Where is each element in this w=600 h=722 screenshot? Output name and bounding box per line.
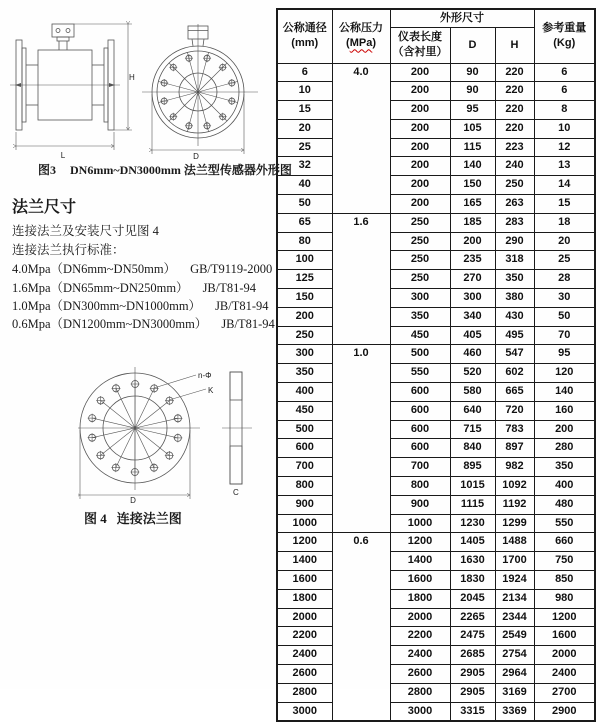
col-header-diameter: 公称通径 (mm) <box>277 9 332 63</box>
cell-length: 200 <box>390 101 450 120</box>
cell-weight: 660 <box>534 533 595 552</box>
cell-weight: 95 <box>534 345 595 364</box>
cell-diameter: 65 <box>277 213 332 232</box>
fig4-connecting-flange-drawing <box>78 362 258 504</box>
cell-weight: 25 <box>534 251 595 270</box>
cell-h: 220 <box>495 63 534 82</box>
cell-diameter: 250 <box>277 326 332 345</box>
cell-weight: 18 <box>534 213 595 232</box>
cell-diameter: 600 <box>277 439 332 458</box>
cell-d: 3315 <box>450 702 495 721</box>
cell-weight: 140 <box>534 383 595 402</box>
cell-h: 2964 <box>495 665 534 684</box>
cell-length: 1200 <box>390 533 450 552</box>
cell-length: 550 <box>390 364 450 383</box>
flange-standard-4 <box>12 314 275 332</box>
fig4-caption <box>84 508 182 527</box>
standard-spec: 0.6Mpa（DN1200mm~DN3000mm） <box>12 317 207 331</box>
flange-text-line2: 连接法兰执行标准： <box>12 240 125 258</box>
cell-length: 250 <box>390 270 450 289</box>
cell-length: 250 <box>390 251 450 270</box>
cell-h: 290 <box>495 232 534 251</box>
cell-length: 600 <box>390 439 450 458</box>
table-row <box>277 232 595 251</box>
cell-diameter: 40 <box>277 176 332 195</box>
table-row <box>277 439 595 458</box>
cell-weight: 70 <box>534 326 595 345</box>
cell-pressure: 0.6 <box>332 533 390 721</box>
cell-h: 2549 <box>495 627 534 646</box>
cell-diameter: 80 <box>277 232 332 251</box>
table-row <box>277 176 595 195</box>
flange-standard-2 <box>12 278 256 296</box>
fig3-sensor-front-view-drawing <box>138 20 266 160</box>
cell-h: 220 <box>495 119 534 138</box>
table-row <box>277 270 595 289</box>
table-row <box>277 514 595 533</box>
cell-weight: 850 <box>534 571 595 590</box>
cell-length: 600 <box>390 383 450 402</box>
cell-weight: 20 <box>534 232 595 251</box>
cell-diameter: 300 <box>277 345 332 364</box>
cell-weight: 2000 <box>534 646 595 665</box>
cell-diameter: 50 <box>277 195 332 214</box>
flange-text-line1: 连接法兰及安装尺寸见图 4 <box>12 221 159 239</box>
table-row <box>277 251 595 270</box>
cell-diameter: 100 <box>277 251 332 270</box>
cell-h: 2134 <box>495 589 534 608</box>
cell-weight: 2400 <box>534 665 595 684</box>
fig3-caption-text: DN6mm~DN3000mm 法兰型传感器外形图 <box>70 163 292 177</box>
cell-weight: 12 <box>534 138 595 157</box>
table-row <box>277 63 595 82</box>
cell-h: 430 <box>495 307 534 326</box>
table-row <box>277 195 595 214</box>
cell-diameter: 400 <box>277 383 332 402</box>
cell-weight: 550 <box>534 514 595 533</box>
col-header-meter-length: 仪表长度 （含衬里） <box>390 27 450 63</box>
cell-weight: 980 <box>534 589 595 608</box>
cell-diameter: 900 <box>277 495 332 514</box>
cell-length: 300 <box>390 289 450 308</box>
cell-h: 1192 <box>495 495 534 514</box>
cell-diameter: 450 <box>277 401 332 420</box>
cell-diameter: 2000 <box>277 608 332 627</box>
table-row <box>277 627 595 646</box>
standard-spec: 4.0Mpa（DN6mm~DN50mm） <box>12 262 176 276</box>
cell-length: 250 <box>390 232 450 251</box>
col-header-d: D <box>450 27 495 63</box>
table-row <box>277 289 595 308</box>
cell-length: 200 <box>390 195 450 214</box>
cell-d: 2905 <box>450 665 495 684</box>
dim-label-C: C <box>233 488 239 497</box>
cell-d: 200 <box>450 232 495 251</box>
cell-d: 1115 <box>450 495 495 514</box>
cell-h: 223 <box>495 138 534 157</box>
cell-d: 1405 <box>450 533 495 552</box>
table-row <box>277 702 595 721</box>
cell-diameter: 3000 <box>277 702 332 721</box>
cell-d: 520 <box>450 364 495 383</box>
cell-diameter: 700 <box>277 458 332 477</box>
cell-h: 897 <box>495 439 534 458</box>
cell-diameter: 2200 <box>277 627 332 646</box>
cell-d: 1630 <box>450 552 495 571</box>
cell-h: 220 <box>495 82 534 101</box>
cell-length: 1800 <box>390 589 450 608</box>
table-row <box>277 533 595 552</box>
standard-code: JB/T81-94 <box>221 317 274 331</box>
flange-spec-table <box>276 8 596 722</box>
table-row <box>277 589 595 608</box>
cell-diameter: 1000 <box>277 514 332 533</box>
dim-label-H: H <box>129 73 135 82</box>
cell-length: 600 <box>390 420 450 439</box>
cell-h: 665 <box>495 383 534 402</box>
cell-h: 602 <box>495 364 534 383</box>
cell-h: 495 <box>495 326 534 345</box>
cell-weight: 400 <box>534 477 595 496</box>
cell-diameter: 200 <box>277 307 332 326</box>
dim-label-D-front: D <box>193 152 199 160</box>
table-row <box>277 138 595 157</box>
cell-weight: 1200 <box>534 608 595 627</box>
cell-d: 580 <box>450 383 495 402</box>
cell-diameter: 350 <box>277 364 332 383</box>
cell-weight: 120 <box>534 364 595 383</box>
cell-h: 2754 <box>495 646 534 665</box>
cell-h: 547 <box>495 345 534 364</box>
cell-diameter: 2800 <box>277 683 332 702</box>
standard-code: GB/T9119-2000 <box>190 262 272 276</box>
cell-weight: 280 <box>534 439 595 458</box>
standard-spec: 1.0Mpa（DN300mm~DN1000mm） <box>12 299 201 313</box>
col-header-dimensions: 外形尺寸 <box>390 9 534 27</box>
cell-length: 2200 <box>390 627 450 646</box>
label-n-phi: n-Φ <box>198 371 212 380</box>
table-row <box>277 683 595 702</box>
cell-pressure: 1.0 <box>332 345 390 533</box>
table-row <box>277 345 595 364</box>
cell-d: 460 <box>450 345 495 364</box>
cell-weight: 28 <box>534 270 595 289</box>
cell-d: 2045 <box>450 589 495 608</box>
cell-diameter: 1800 <box>277 589 332 608</box>
cell-d: 2905 <box>450 683 495 702</box>
cell-weight: 10 <box>534 119 595 138</box>
table-row <box>277 571 595 590</box>
cell-weight: 1600 <box>534 627 595 646</box>
table-row <box>277 119 595 138</box>
cell-weight: 50 <box>534 307 595 326</box>
cell-diameter: 1400 <box>277 552 332 571</box>
cell-d: 895 <box>450 458 495 477</box>
cell-h: 720 <box>495 401 534 420</box>
cell-weight: 13 <box>534 157 595 176</box>
cell-h: 240 <box>495 157 534 176</box>
table-row <box>277 383 595 402</box>
cell-diameter: 32 <box>277 157 332 176</box>
cell-h: 982 <box>495 458 534 477</box>
cell-d: 165 <box>450 195 495 214</box>
cell-diameter: 6 <box>277 63 332 82</box>
cell-length: 200 <box>390 63 450 82</box>
cell-diameter: 800 <box>277 477 332 496</box>
cell-weight: 2900 <box>534 702 595 721</box>
table-row <box>277 326 595 345</box>
cell-h: 3369 <box>495 702 534 721</box>
cell-weight: 6 <box>534 63 595 82</box>
cell-length: 1000 <box>390 514 450 533</box>
cell-diameter: 25 <box>277 138 332 157</box>
table-row <box>277 646 595 665</box>
cell-length: 200 <box>390 157 450 176</box>
cell-pressure: 4.0 <box>332 63 390 213</box>
table-row <box>277 101 595 120</box>
standard-code: JB/T81-94 <box>203 281 256 295</box>
cell-length: 900 <box>390 495 450 514</box>
table-row <box>277 552 595 571</box>
cell-weight: 8 <box>534 101 595 120</box>
fig4-caption-number: 图 4 <box>84 511 107 526</box>
cell-d: 715 <box>450 420 495 439</box>
cell-length: 2600 <box>390 665 450 684</box>
cell-h: 1924 <box>495 571 534 590</box>
col-header-h: H <box>495 27 534 63</box>
cell-h: 350 <box>495 270 534 289</box>
cell-d: 140 <box>450 157 495 176</box>
cell-d: 115 <box>450 138 495 157</box>
cell-length: 500 <box>390 345 450 364</box>
table-row <box>277 213 595 232</box>
cell-h: 318 <box>495 251 534 270</box>
cell-diameter: 150 <box>277 289 332 308</box>
cell-weight: 14 <box>534 176 595 195</box>
cell-d: 235 <box>450 251 495 270</box>
cell-weight: 350 <box>534 458 595 477</box>
fig3-sensor-side-view-drawing <box>8 20 136 160</box>
cell-d: 2265 <box>450 608 495 627</box>
cell-length: 3000 <box>390 702 450 721</box>
cell-length: 2400 <box>390 646 450 665</box>
flange-standard-3 <box>12 296 269 314</box>
cell-weight: 15 <box>534 195 595 214</box>
cell-diameter: 500 <box>277 420 332 439</box>
cell-weight: 480 <box>534 495 595 514</box>
cell-d: 90 <box>450 63 495 82</box>
cell-length: 350 <box>390 307 450 326</box>
cell-length: 2000 <box>390 608 450 627</box>
cell-d: 105 <box>450 119 495 138</box>
cell-h: 2344 <box>495 608 534 627</box>
dim-label-D-fig4: D <box>130 496 136 504</box>
cell-h: 1488 <box>495 533 534 552</box>
cell-length: 200 <box>390 138 450 157</box>
cell-weight: 30 <box>534 289 595 308</box>
label-K: K <box>208 386 214 395</box>
cell-length: 1600 <box>390 571 450 590</box>
cell-weight: 2700 <box>534 683 595 702</box>
cell-length: 700 <box>390 458 450 477</box>
dim-label-L: L <box>61 151 66 160</box>
table-row <box>277 82 595 101</box>
table-row <box>277 364 595 383</box>
table-row <box>277 495 595 514</box>
cell-diameter: 15 <box>277 101 332 120</box>
cell-length: 450 <box>390 326 450 345</box>
cell-length: 800 <box>390 477 450 496</box>
table-row <box>277 477 595 496</box>
cell-d: 1830 <box>450 571 495 590</box>
cell-diameter: 10 <box>277 82 332 101</box>
table-row <box>277 307 595 326</box>
cell-d: 2475 <box>450 627 495 646</box>
table-row <box>277 458 595 477</box>
cell-d: 405 <box>450 326 495 345</box>
cell-h: 250 <box>495 176 534 195</box>
table-row <box>277 665 595 684</box>
cell-d: 185 <box>450 213 495 232</box>
table-row <box>277 157 595 176</box>
cell-d: 640 <box>450 401 495 420</box>
cell-weight: 160 <box>534 401 595 420</box>
cell-length: 200 <box>390 82 450 101</box>
cell-length: 200 <box>390 119 450 138</box>
cell-h: 1700 <box>495 552 534 571</box>
section-title-flange-dimensions: 法兰尺寸 <box>12 194 76 217</box>
fig3-caption <box>38 161 292 178</box>
cell-h: 283 <box>495 213 534 232</box>
cell-diameter: 1600 <box>277 571 332 590</box>
cell-h: 263 <box>495 195 534 214</box>
table-row <box>277 401 595 420</box>
cell-h: 1299 <box>495 514 534 533</box>
cell-length: 2800 <box>390 683 450 702</box>
cell-length: 600 <box>390 401 450 420</box>
cell-weight: 6 <box>534 82 595 101</box>
cell-d: 1230 <box>450 514 495 533</box>
cell-length: 1400 <box>390 552 450 571</box>
cell-d: 2685 <box>450 646 495 665</box>
cell-d: 300 <box>450 289 495 308</box>
cell-length: 200 <box>390 176 450 195</box>
table-row <box>277 608 595 627</box>
standard-code: JB/T81-94 <box>215 299 268 313</box>
flange-standard-1 <box>12 259 272 277</box>
cell-diameter: 125 <box>277 270 332 289</box>
cell-d: 1015 <box>450 477 495 496</box>
cell-h: 380 <box>495 289 534 308</box>
cell-d: 840 <box>450 439 495 458</box>
standard-spec: 1.6Mpa（DN65mm~DN250mm） <box>12 281 189 295</box>
cell-h: 1092 <box>495 477 534 496</box>
cell-weight: 200 <box>534 420 595 439</box>
cell-diameter: 20 <box>277 119 332 138</box>
cell-pressure: 1.6 <box>332 213 390 345</box>
cell-h: 3169 <box>495 683 534 702</box>
fig4-caption-text: 连接法兰图 <box>117 511 182 526</box>
cell-diameter: 2400 <box>277 646 332 665</box>
cell-h: 783 <box>495 420 534 439</box>
cell-length: 250 <box>390 213 450 232</box>
cell-h: 220 <box>495 101 534 120</box>
cell-d: 95 <box>450 101 495 120</box>
cell-d: 90 <box>450 82 495 101</box>
cell-d: 340 <box>450 307 495 326</box>
cell-diameter: 2600 <box>277 665 332 684</box>
cell-weight: 750 <box>534 552 595 571</box>
table-row <box>277 420 595 439</box>
table-body <box>277 63 595 721</box>
cell-d: 270 <box>450 270 495 289</box>
col-header-pressure: 公称压力 (MPa) <box>332 9 390 63</box>
col-header-weight: 参考重量 (Kg) <box>534 9 595 63</box>
cell-d: 150 <box>450 176 495 195</box>
fig3-caption-number: 图3 <box>38 163 56 177</box>
cell-diameter: 1200 <box>277 533 332 552</box>
